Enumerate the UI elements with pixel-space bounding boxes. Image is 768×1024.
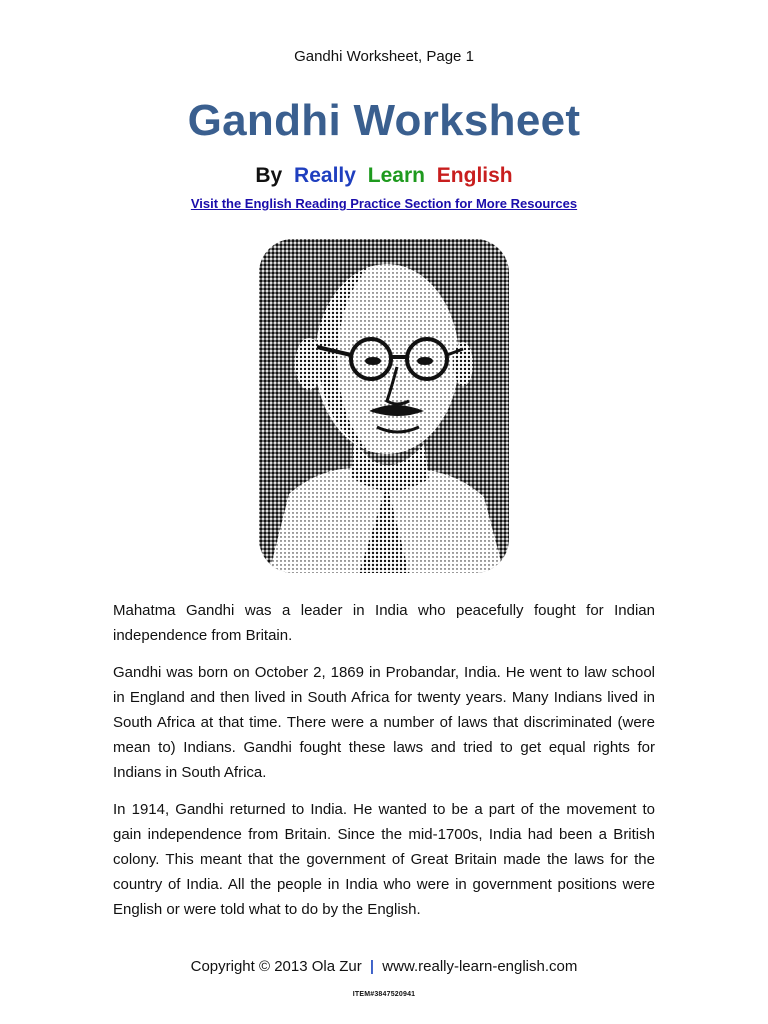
page-footer [0, 958, 768, 975]
byline-by: By [255, 164, 283, 187]
byline-learn: Learn [367, 164, 425, 187]
item-id: ITEM#3847520941 [352, 991, 416, 998]
gandhi-portrait [259, 239, 509, 573]
page-header: Gandhi Worksheet, Page 1 [294, 48, 474, 65]
byline-english: English [436, 164, 513, 187]
paragraph-1: Mahatma Gandhi was a leader in India who peacefully fought for Indian independence from Britain. [113, 602, 655, 644]
paragraph-3: In 1914, Gandhi returned to India. He wanted to be a part of the movement to gain independence from Britain. Since the mid-1700s, India had been a British colony. This meant that the government of Great Britain made the laws for the country of India. All the people in India who were in government positions were English or were told what to do by the English. [113, 801, 655, 918]
reading-practice-link[interactable]: Visit the English Reading Practice Section for More Resources [190, 196, 578, 211]
footer-separator: | [369, 958, 375, 975]
gandhi-halftone-portrait-icon [259, 239, 509, 573]
paragraph-2: Gandhi was born on October 2, 1869 in Probandar, India. He went to law school in England and then lived in South Africa for twenty years. Many Indians lived in South Africa at that time. There were a number of laws that discriminated (were mean to) Indians. Gandhi fought these laws and tried to get equal rights for Indians in South Africa. [113, 664, 655, 781]
copyright-text: Copyright © 2013 Ola Zur [190, 958, 362, 975]
page-title: Gandhi Worksheet [187, 96, 581, 145]
article-body [113, 598, 655, 934]
byline-really: Really [294, 164, 356, 187]
website-link[interactable]: www.really-learn-english.com [382, 958, 578, 975]
byline [0, 164, 768, 188]
